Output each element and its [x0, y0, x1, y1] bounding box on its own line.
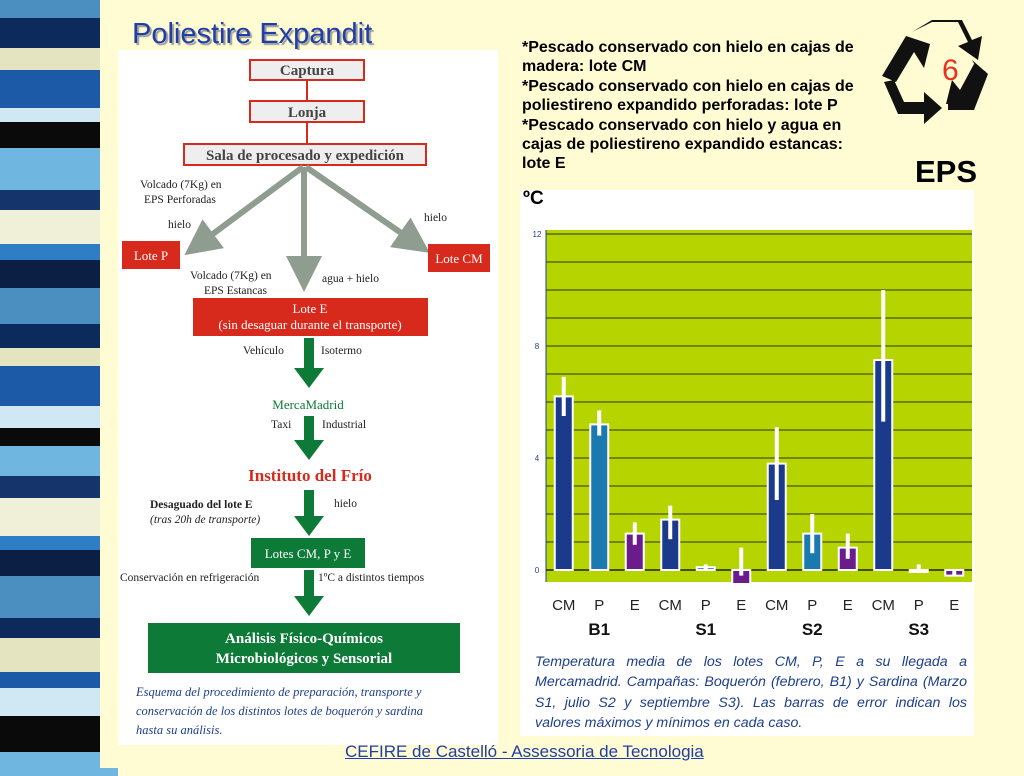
chart-ytick-label: 0: [534, 566, 540, 575]
chart-group-label: B1: [588, 620, 611, 639]
svg-text:Lote CM: Lote CM: [435, 251, 483, 266]
label-agua-hielo: agua + hielo: [322, 273, 379, 285]
footer-link[interactable]: CEFIRE de Castelló - Assessoria de Tecnologia: [345, 742, 704, 761]
recycle-code: 6: [942, 54, 959, 87]
chart-group-label: S2: [801, 620, 823, 639]
chart-group-label: S3: [908, 620, 930, 639]
chart-group-label: S1: [695, 620, 717, 639]
label-conservacion: Conservación en refrigeración: [120, 572, 260, 584]
chart-ytick-label: 8: [534, 342, 540, 351]
flow-step-captura: [250, 60, 364, 80]
label-eps-perforadas: EPS Perforadas: [144, 194, 216, 206]
svg-text:Microbiológicos y Sensorial: Microbiológicos y Sensorial: [215, 651, 393, 667]
chart-xtick-label: P: [807, 597, 818, 614]
label-hielo-below: hielo: [334, 498, 357, 510]
label-eps-estancas: EPS Estancas: [204, 285, 267, 297]
chart-bar-cm: [555, 396, 573, 570]
chart-xtick-label: CM: [552, 597, 576, 614]
flow-step-analisis: [148, 623, 460, 673]
chart-xtick-label: CM: [658, 597, 682, 614]
page-title: Poliestire Expandit: [132, 18, 373, 50]
flow-step-mercamadrid: MercaMadrid: [272, 397, 344, 412]
label-desaguado: Desaguado del lote E: [150, 499, 253, 511]
arrow-to-lote-cm: [306, 167, 420, 246]
flow-step-sala: [184, 144, 426, 165]
flow-step-lotes: [251, 538, 365, 568]
chart-xtick-label: CM: [871, 597, 895, 614]
chart-xtick-label: E: [629, 597, 640, 614]
chart-bar-p: [590, 424, 608, 570]
flowchart-caption-line-3: hasta su análisis.: [136, 723, 223, 737]
flow-step-lote-p: [122, 241, 180, 269]
label-volcado-e: Volcado (7Kg) en: [190, 270, 272, 282]
svg-text:Captura: Captura: [279, 63, 335, 79]
label-isotermo: Isotermo: [321, 345, 362, 357]
chart-ytick-label: 4: [534, 454, 540, 463]
chart-xtick-label: P: [594, 597, 605, 614]
svg-text:Análisis Físico-Químicos: Análisis Físico-Químicos: [225, 631, 383, 647]
label-vehiculo: Vehículo: [243, 345, 284, 357]
label-hielo-right: hielo: [424, 212, 447, 224]
flowchart-caption-line-2: conservación de los distintos lotes de boquerón y sardina: [136, 704, 424, 718]
label-hielo-left: hielo: [168, 219, 191, 231]
svg-text:Lote E: Lote E: [292, 301, 328, 316]
chart-xtick-label: E: [949, 597, 960, 614]
strip-edge: [100, 0, 118, 768]
material-label: EPS: [915, 154, 978, 189]
label-industrial: Industrial: [322, 419, 367, 431]
decorative-left-strip: [0, 0, 118, 768]
svg-text:Sala de procesado y expedición: Sala de procesado y expedición: [205, 148, 405, 164]
flow-step-lote-e: [193, 298, 428, 336]
flow-step-lote-cm: [428, 244, 490, 272]
label-temperatura: 1ºC a distintos tiempos: [318, 572, 425, 584]
chart-xtick-label: CM: [765, 597, 789, 614]
label-taxi: Taxi: [271, 419, 292, 431]
arrow-down-icon: [294, 490, 324, 536]
arrow-down-icon: [294, 338, 324, 388]
svg-text:Lonja: Lonja: [287, 105, 327, 121]
svg-text:Lote P: Lote P: [133, 248, 169, 263]
arrow-down-icon: [294, 416, 324, 460]
flow-step-instituto: Instituto del Frío: [248, 466, 372, 485]
svg-text:(sin desaguar durante el trans: (sin desaguar durante el transporte): [218, 317, 402, 332]
label-volcado-p: Volcado (7Kg) en: [140, 179, 222, 191]
chart-ytick-label: 12: [532, 230, 542, 239]
flowchart-diagram: [118, 50, 498, 745]
chart-bar-p: [910, 570, 928, 572]
chart-xtick-label: P: [913, 597, 924, 614]
chart-ylabel: ºC: [523, 188, 544, 209]
chart-xtick-label: E: [842, 597, 853, 614]
svg-text:Lotes CM, P y E: Lotes CM, P y E: [264, 546, 352, 561]
bar-chart: [520, 190, 974, 650]
label-tras-20h: (tras 20h de transporte): [150, 514, 261, 526]
chart-plot-area: [546, 230, 972, 582]
chart-xtick-label: P: [700, 597, 711, 614]
lote-notes: *Pescado conservado con hielo en cajas de madera: lote CM *Pescado conservado con hielo en cajas de poliestireno expandido perforadas: lote P *Pescado conservado con hielo y agua en cajas de poliestireno expandido estancas: lote E: [522, 39, 854, 173]
recycle-icon: [876, 16, 994, 138]
flowchart-caption-line-1: Esquema del procedimiento de preparación, transporte y: [136, 685, 422, 699]
chart-xtick-label: E: [736, 597, 747, 614]
chart-caption: Temperatura media de los lotes CM, P, E a su llegada a Mercamadrid. Campañas: Boquerón (febrero, B1) y Sardina (Marzo S1, julio S2 y septiembre S3). Las barras de error indican los valores máximos y mínimos en cada caso.: [535, 654, 967, 732]
flow-step-lonja: [250, 101, 364, 122]
